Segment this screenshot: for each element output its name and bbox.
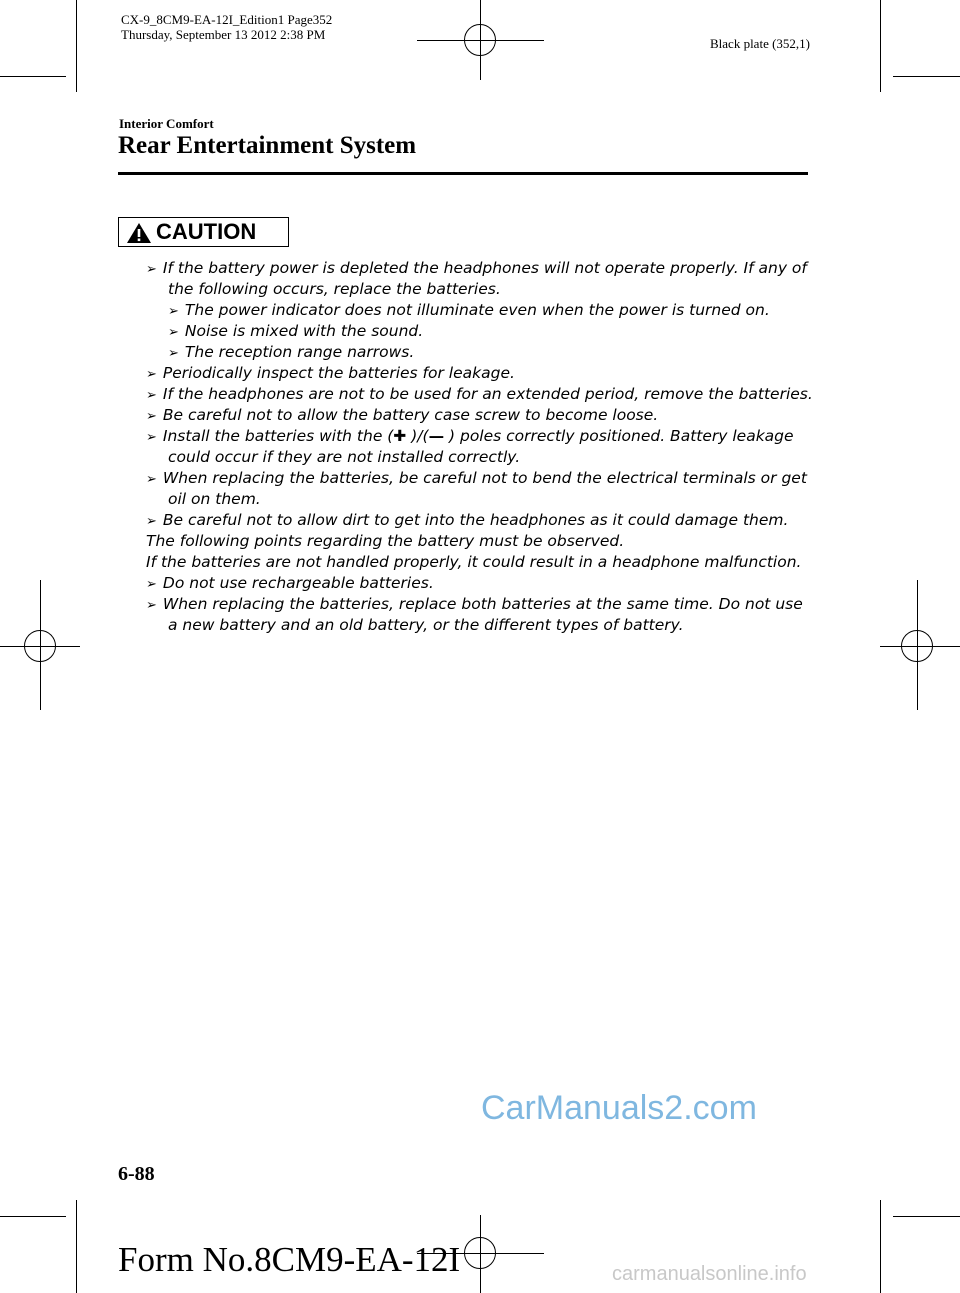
list-item: ➢ Periodically inspect the batteries for leakage. (146, 364, 515, 382)
list-item-continuation: the following occurs, replace the batteries. (168, 280, 501, 298)
list-item: ➢ Be careful not to allow dirt to get into the headphones as it could damage them. (146, 511, 789, 529)
crop-mark (880, 1200, 881, 1293)
list-item: ➢ When replacing the batteries, be careful not to bend the electrical terminals or get (146, 469, 807, 487)
timestamp: Thursday, September 13 2012 2:38 PM (121, 27, 326, 42)
bullet-arrow-icon: ➢ (168, 304, 179, 319)
watermark: CarManuals2.com (481, 1089, 757, 1127)
bullet-arrow-icon: ➢ (146, 430, 157, 445)
sub-list-item: ➢ Noise is mixed with the sound. (168, 322, 424, 340)
bullet-arrow-icon: ➢ (146, 598, 157, 613)
warning-triangle-icon (126, 222, 152, 244)
caution-header (118, 217, 289, 247)
title-rule (118, 172, 808, 175)
section-label: Interior Comfort (119, 116, 214, 131)
list-item: ➢ If the battery power is depleted the headphones will not operate properly. If any of (146, 259, 807, 277)
bullet-arrow-icon: ➢ (146, 388, 157, 403)
list-item-continuation: could occur if they are not installed correctly. (168, 448, 521, 466)
crop-mark (0, 76, 66, 77)
list-item: ➢ Install the batteries with the (✚ )/(— ) poles correctly positioned. Battery leakage (146, 427, 794, 445)
bullet-arrow-icon: ➢ (146, 367, 157, 382)
minus-icon: — (428, 427, 445, 445)
list-item: ➢ When replacing the batteries, replace both batteries at the same time. Do not use (146, 595, 803, 613)
sub-list-item: ➢ The power indicator does not illuminate even when the power is turned on. (168, 301, 770, 319)
caution-label: CAUTION (156, 219, 257, 244)
list-item-continuation: oil on them. (168, 490, 261, 508)
bullet-arrow-icon: ➢ (146, 514, 157, 529)
list-item-continuation: a new battery and an old battery, or the different types of battery. (168, 616, 684, 634)
page-title: Rear Entertainment System (118, 132, 417, 159)
plate-label: Black plate (352,1) (710, 36, 810, 51)
crop-mark (76, 0, 77, 92)
crop-mark (76, 1200, 77, 1293)
bullet-arrow-icon: ➢ (146, 577, 157, 592)
list-item: ➢ If the headphones are not to be used for an extended period, remove the batteries. (146, 385, 813, 403)
form-number: Form No.8CM9-EA-12I (118, 1240, 461, 1279)
list-item: ➢ Be careful not to allow the battery case screw to become loose. (146, 406, 659, 424)
registration-target (464, 1237, 496, 1269)
plus-icon: ✚ (393, 427, 407, 445)
crop-mark (0, 1216, 66, 1217)
doc-code: CX-9_8CM9-EA-12I_Edition1 Page352 (121, 12, 333, 27)
page-number: 6-88 (118, 1163, 155, 1185)
bullet-arrow-icon: ➢ (146, 409, 157, 424)
registration-target (901, 630, 933, 662)
crop-mark (880, 0, 881, 92)
list-item: ➢ Do not use rechargeable batteries. (146, 574, 434, 592)
crop-mark (893, 1216, 960, 1217)
paragraph-line: If the batteries are not handled properly, it could result in a headphone malfunction. (146, 553, 802, 571)
footer-site: carmanualsonline.info (612, 1263, 807, 1285)
sub-list-item: ➢ The reception range narrows. (168, 343, 415, 361)
registration-target (464, 24, 496, 56)
bullet-arrow-icon: ➢ (146, 262, 157, 277)
bullet-arrow-icon: ➢ (146, 472, 157, 487)
crop-mark (893, 76, 960, 77)
bullet-arrow-icon: ➢ (168, 325, 179, 340)
paragraph-line: The following points regarding the battery must be observed. (146, 532, 625, 550)
bullet-arrow-icon: ➢ (168, 346, 179, 361)
registration-target (24, 630, 56, 662)
